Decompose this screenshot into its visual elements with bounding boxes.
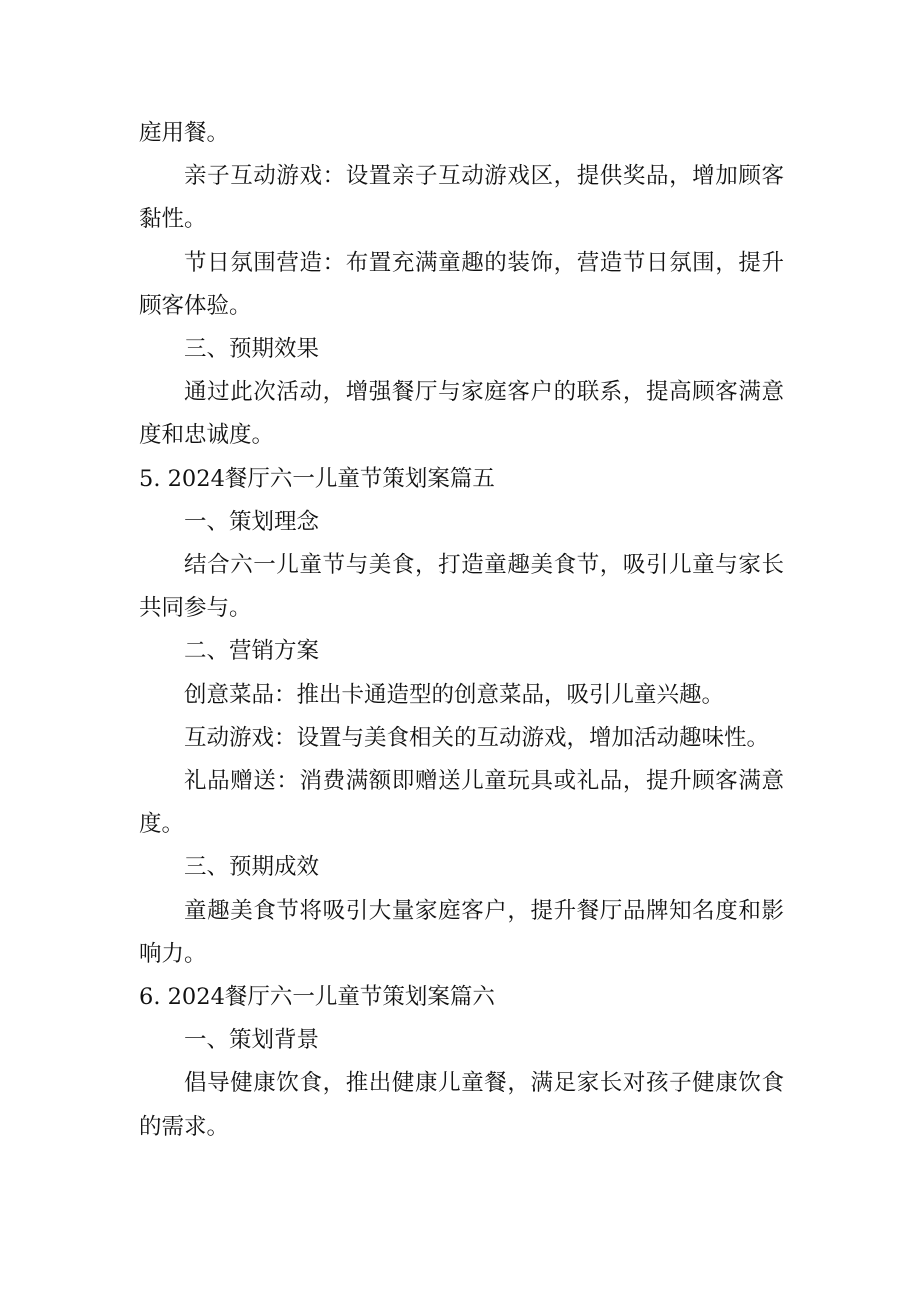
plan-heading-5: 5. 2024餐厅六一儿童节策划案篇五 (139, 465, 495, 492)
plan-heading-6: 6. 2024餐厅六一儿童节策划案篇六 (139, 984, 495, 1011)
paragraph-gift-giving: 礼品赠送：消费满额即赠送儿童玩具或礼品，提升顾客满意度。 (139, 768, 784, 838)
paragraph-festive-atmosphere: 节日氛围营造：布置充满童趣的装饰，营造节日氛围，提升顾客体验。 (139, 249, 784, 319)
paragraph-creative-dishes: 创意菜品：推出卡通造型的创意菜品，吸引儿童兴趣。 (184, 681, 725, 708)
section-heading-planning-background: 一、策划背景 (184, 1027, 320, 1054)
paragraph-planning-concept: 结合六一儿童节与美食，打造童趣美食节，吸引儿童与家长共同参与。 (139, 552, 784, 622)
paragraph-expected-results: 童趣美食节将吸引大量家庭客户，提升餐厅品牌知名度和影响力。 (139, 897, 784, 967)
paragraph-planning-background: 倡导健康饮食，推出健康儿童餐，满足家长对孩子健康饮食的需求。 (139, 1070, 784, 1140)
document-page (139, 112, 784, 1149)
section-heading-expected-effect: 三、预期效果 (184, 336, 320, 363)
section-heading-marketing-plan: 二、营销方案 (184, 638, 320, 665)
paragraph-parent-child-game: 亲子互动游戏：设置亲子互动游戏区，提供奖品，增加顾客黏性。 (139, 163, 784, 233)
paragraph-expected-effect: 通过此次活动，增强餐厅与家庭客户的联系，提高顾客满意度和忠诚度。 (139, 379, 784, 449)
section-heading-expected-results: 三、预期成效 (184, 854, 320, 881)
paragraph-continuation: 庭用餐。 (139, 120, 230, 146)
paragraph-interactive-games: 互动游戏：设置与美食相关的互动游戏，增加活动趣味性。 (184, 724, 770, 751)
section-heading-planning-concept: 一、策划理念 (184, 508, 320, 535)
